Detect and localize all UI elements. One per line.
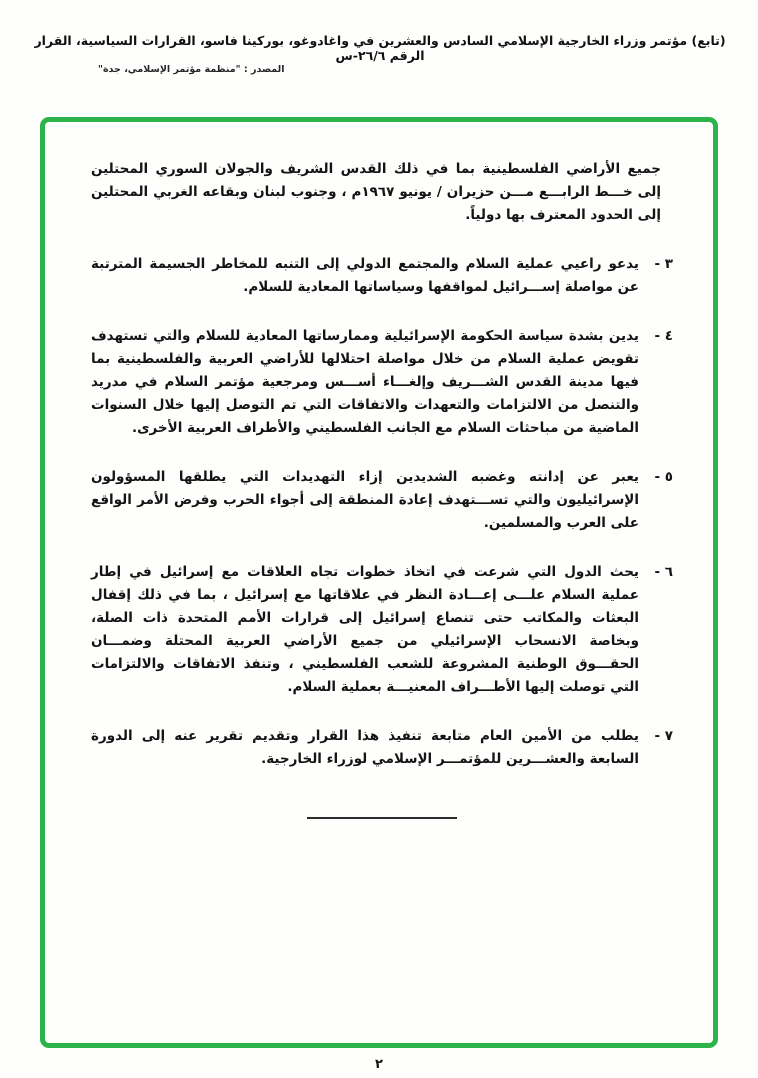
- document-header-title: (تابع) مؤتمر وزراء الخارجية الإسلامي السادس والعشرين في واغادوغو، بوركينا فاسو، القرارات السياسية، القرار الرقم ٢٦/٦-س: [34, 33, 726, 63]
- item-number: ٦ -: [654, 564, 673, 580]
- item-text-body: الدول التي شرعت في اتخاذ خطوات تجاه العلاقات مع إسرائيل في إطار عملية السلام علـــى إعـــادة النظر في علاقاتها مع إسرائيل ، بما في ذلك إقفال البعثات والمكاتب حتى تنصاع إسرائيل إلى قرارات الأمم المتحدة ذات الصلة، وبخاصة الانسحاب الإسرائيلي من جميع الأراضي العربية المحتلة وضمـــان الحقـــوق الوطنية المشروعة للشعب الفلسطيني ، وتنفذ الاتفاقات والالتزامات التي توصلت إليها الأطـــراف المعنيـــة بعملية السلام.: [91, 564, 639, 695]
- continuation-paragraph: جميع الأراضي الفلسطينية بما في ذلك القدس الشريف والجولان السوري المحتلين إلى خـــط الرابـــع مـــن حزيران / يونيو ١٩٦٧م ، وجنوب لبنان وبقاعه الغربي المحتلين إلى الحدود المعترف بها دولياً.: [91, 161, 661, 223]
- resolution-item: [91, 325, 673, 440]
- green-content-frame: [40, 117, 718, 1048]
- item-text: [91, 725, 639, 771]
- separator-line: [307, 817, 457, 819]
- item-lead: يدين: [608, 328, 639, 344]
- resolution-item: [91, 725, 673, 771]
- item-number: ٣ -: [654, 256, 673, 272]
- page-number: ٢: [375, 1057, 383, 1072]
- item-text-body: عن إدانته وغضبه الشديدين إزاء التهديدات التي يطلقها المسؤولون الإسرائيليون والتي تســـتهدف إعادة المنطقة إلى أجواء الحرب وفرض الأمر الواقع على العرب والمسلمين.: [91, 469, 639, 531]
- item-text-body: بشدة سياسة الحكومة الإسرائيلية وممارساتها المعادية للسلام والتي تستهدف تقويض عملية السلام من خلال مواصلة احتلالها للأراضي العربية والفلسطينية بما فيها مدينة القدس الشـــريف وإلغـــاء أســـس ومرجعية مؤتمر السلام في مدريد والتنصل من الالتزامات والتعهدات والاتفاقات التي تم التوصل إليها خلال السنوات الماضية من مباحثات السلام مع الجانب الفلسطيني والأطراف العربية الأخرى.: [91, 328, 639, 436]
- item-number: ٤ -: [654, 328, 673, 344]
- item-text-body: من الأمين العام متابعة تنفيذ هذا القرار وتقديم تقرير عنه إلى الدورة السابعة والعشـــرين للمؤتمـــر الإسلامي لوزراء الخارجية.: [91, 728, 639, 767]
- item-lead: يحث: [609, 564, 639, 580]
- item-text: [91, 253, 639, 299]
- item-text: [91, 325, 639, 440]
- item-text-body: راعيي عملية السلام والمجتمع الدولي إلى التنبه للمخاطر الجسيمة المترتبة عن مواصلة إســـرائيل لمواقفها وسياساتها المعادية للسلام.: [91, 256, 639, 295]
- document-source-line: المصدر : "منظمة مؤتمر الإسلامي، جدة": [98, 64, 285, 75]
- resolution-body: [45, 122, 713, 819]
- item-text: [91, 466, 639, 535]
- resolution-item: [91, 561, 673, 699]
- resolution-item: [91, 253, 673, 299]
- item-number: ٧ -: [654, 728, 673, 744]
- item-text: [91, 561, 639, 699]
- item-lead: يدعو: [608, 256, 639, 272]
- resolution-item: [91, 466, 673, 535]
- item-lead: يطلب: [600, 728, 639, 744]
- item-lead: يعبر: [612, 469, 640, 485]
- item-number: ٥ -: [654, 469, 673, 485]
